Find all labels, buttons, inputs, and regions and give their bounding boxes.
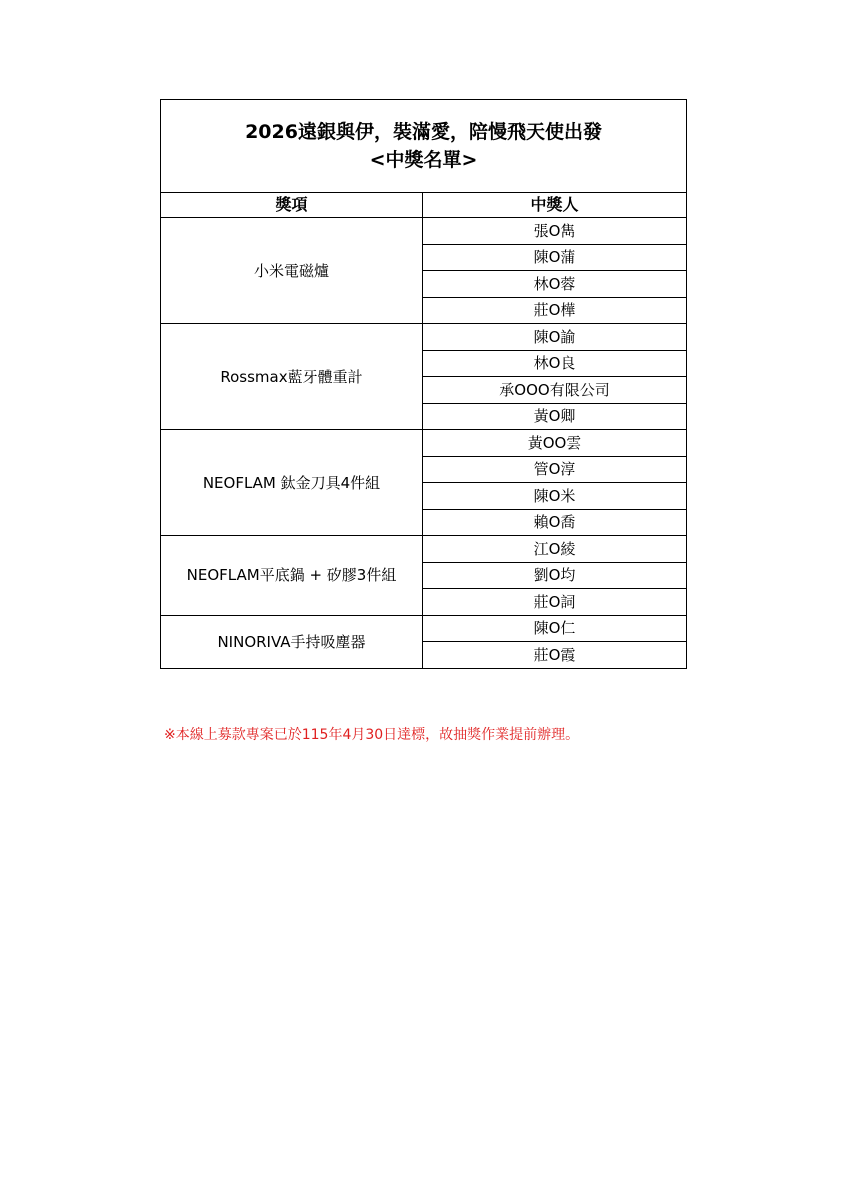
winner-cell: 林O良	[423, 350, 687, 377]
prize-cell: NEOFLAM平底鍋 + 矽膠3件組	[161, 536, 423, 616]
winner-cell: 黃OO雲	[423, 430, 687, 457]
winner-cell: 林O蓉	[423, 271, 687, 298]
winners-body	[161, 218, 687, 669]
winner-cell: 賴O喬	[423, 509, 687, 536]
table-row	[161, 615, 687, 642]
winners-sheet	[160, 99, 686, 669]
table-row	[161, 324, 687, 351]
table-title	[161, 100, 687, 193]
winner-cell: 陳O仁	[423, 615, 687, 642]
winner-cell: 承OOO有限公司	[423, 377, 687, 404]
title-line-2: <中獎名單>	[369, 149, 478, 171]
header-prize: 獎項	[161, 193, 423, 218]
prize-cell: 小米電磁爐	[161, 218, 423, 324]
title-line-1: 2026遠銀與伊，裝滿愛，陪慢飛天使出發	[245, 121, 602, 143]
table-row	[161, 218, 687, 245]
winner-cell: 莊O樺	[423, 297, 687, 324]
winner-cell: 莊O詞	[423, 589, 687, 616]
header-winner: 中獎人	[423, 193, 687, 218]
title-row	[161, 100, 687, 193]
winner-cell: 劉O均	[423, 562, 687, 589]
winner-cell: 陳O諭	[423, 324, 687, 351]
winner-cell: 陳O蒲	[423, 244, 687, 271]
winner-cell: 莊O霞	[423, 642, 687, 669]
header-row	[161, 193, 687, 218]
winner-cell: 陳O米	[423, 483, 687, 510]
prize-cell: NINORIVA手持吸塵器	[161, 615, 423, 668]
winner-cell: 江O綾	[423, 536, 687, 563]
winner-cell: 張O雋	[423, 218, 687, 245]
table-row	[161, 536, 687, 563]
winners-table	[160, 99, 687, 669]
footnote: ※本線上募款專案已於115年4月30日達標，故抽獎作業提前辦理。	[164, 727, 580, 743]
winner-cell: 管O淳	[423, 456, 687, 483]
prize-cell: Rossmax藍牙體重計	[161, 324, 423, 430]
table-row	[161, 430, 687, 457]
prize-cell: NEOFLAM 鈦金刀具4件組	[161, 430, 423, 536]
winner-cell: 黃O卿	[423, 403, 687, 430]
